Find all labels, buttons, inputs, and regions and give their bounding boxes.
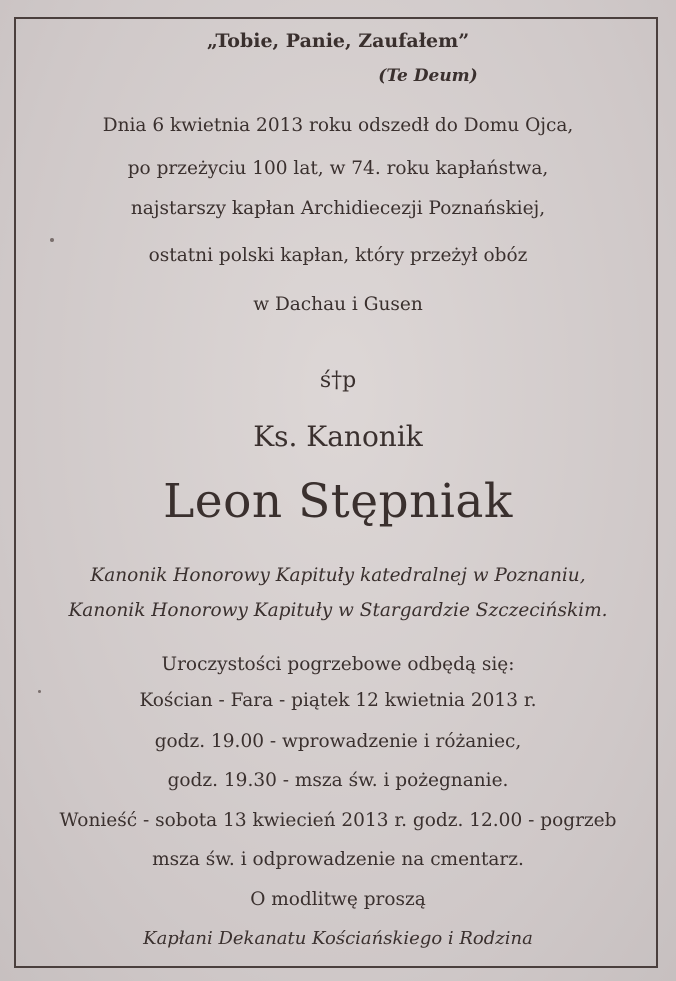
clerical-rank: Ks. Kanonik bbox=[253, 420, 423, 453]
honorary-title: Kanonik Honorowy Kapituły w Stargardzie Szczecińskim. bbox=[68, 600, 608, 621]
latin-source: (Te Deum) bbox=[378, 66, 478, 86]
signature: Kapłani Dekanatu Kościańskiego i Rodzina bbox=[143, 928, 533, 949]
intro-line: po przeżyciu 100 lat, w 74. roku kapłaństwa, bbox=[127, 158, 549, 179]
funeral-detail: Wonieść - sobota 13 kwiecień 2013 r. godz. 12.00 - pogrzeb bbox=[59, 810, 617, 831]
intro-line: Dnia 6 kwietnia 2013 roku odszedł do Domu Ojca, bbox=[102, 115, 574, 136]
deceased-name: Leon Stępniak bbox=[163, 474, 513, 529]
funeral-detail: godz. 19.00 - wprowadzenie i różaniec, bbox=[154, 731, 522, 752]
print-speck bbox=[50, 238, 54, 242]
funeral-detail: O modlitwę proszą bbox=[250, 889, 426, 910]
funeral-detail: Kościan - Fara - piątek 12 kwietnia 2013 r. bbox=[139, 690, 537, 711]
honorary-title: Kanonik Honorowy Kapituły katedralnej w Poznaniu, bbox=[90, 565, 586, 586]
stp-abbreviation: ś†p bbox=[319, 368, 357, 393]
opening-quote: „Tobie, Panie, Zaufałem” bbox=[206, 30, 470, 52]
funeral-detail: godz. 19.30 - msza św. i pożegnanie. bbox=[167, 770, 509, 791]
funeral-detail: msza św. i odprowadzenie na cmentarz. bbox=[152, 849, 524, 870]
intro-line: najstarszy kapłan Archidiecezji Poznańskiej, bbox=[130, 198, 546, 219]
funeral-detail: Uroczystości pogrzebowe odbędą się: bbox=[161, 654, 515, 675]
intro-line: ostatni polski kapłan, który przeżył obóz bbox=[148, 245, 528, 266]
intro-line: w Dachau i Gusen bbox=[253, 294, 423, 315]
